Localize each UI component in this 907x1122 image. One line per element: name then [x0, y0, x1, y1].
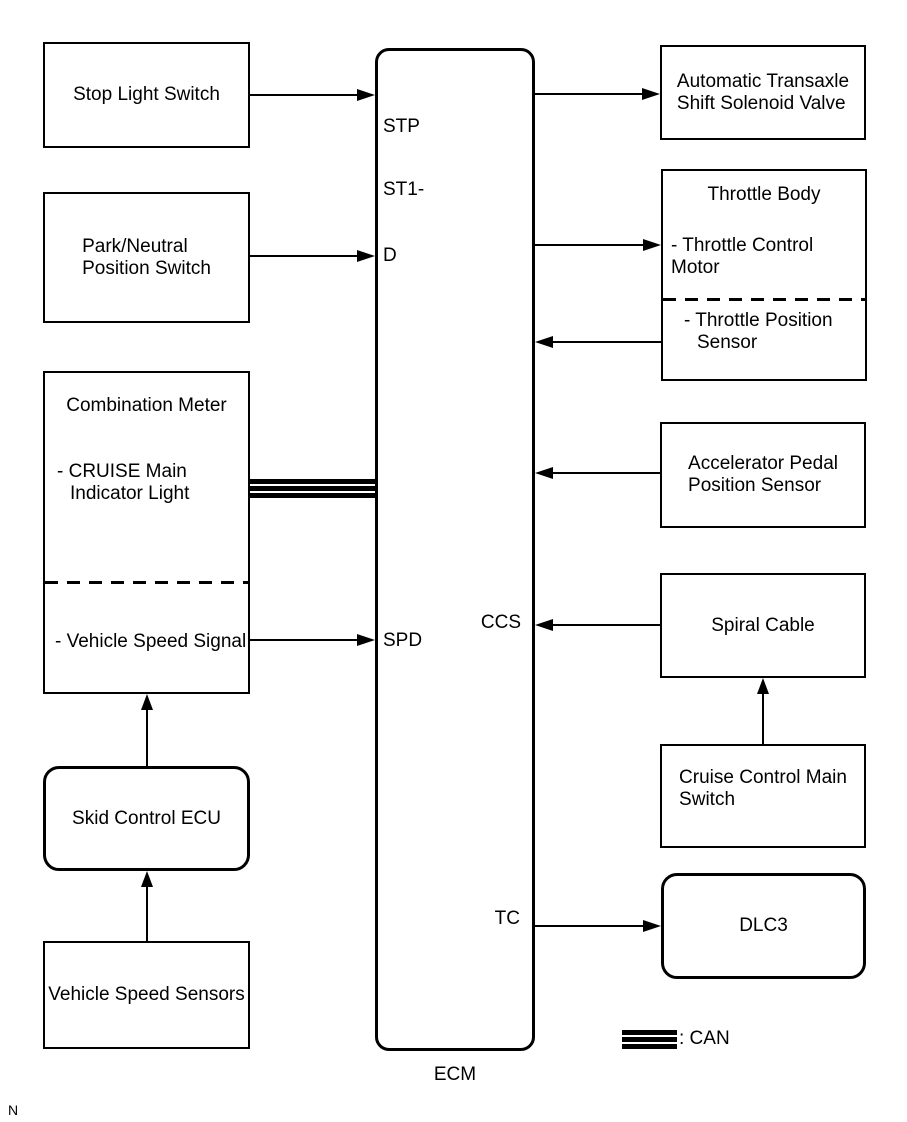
- spiral-cable-label: Spiral Cable: [711, 614, 815, 636]
- cruise-control-main-switch-label: Cruise Control Main Switch: [679, 767, 847, 810]
- arrow-accelerator-to-ecm-line: [550, 472, 660, 474]
- arrow-park-neutral-to-ecm-head: [357, 250, 375, 262]
- arrow-speed-signal-to-ecm-head: [357, 634, 375, 646]
- stop-light-switch-box: [43, 42, 250, 148]
- throttle-body-title: Throttle Body: [707, 184, 821, 205]
- dlc3-label: DLC3: [739, 915, 788, 936]
- arrow-ecm-to-transaxle-line: [535, 93, 645, 95]
- throttle-body-divider: [663, 298, 865, 301]
- arrow-spiral-cable-to-ecm-line: [550, 624, 660, 626]
- arrow-main-switch-to-spiral-line: [762, 692, 764, 744]
- automatic-transaxle-label: Automatic Transaxle Shift Solenoid Valve: [676, 70, 850, 114]
- vehicle-speed-sensors-label: Vehicle Speed Sensors: [48, 984, 245, 1005]
- park-neutral-position-switch-label: Park/Neutral Position Switch: [82, 235, 211, 279]
- arrow-ecm-to-dlc3-head: [643, 920, 661, 932]
- arrow-ecm-to-dlc3-line: [535, 925, 645, 927]
- page-marker: N: [8, 1102, 19, 1118]
- stop-light-switch-label: Stop Light Switch: [73, 84, 220, 105]
- ecm-pin-stp-st1: STP ST1-: [383, 116, 425, 200]
- combination-meter-box: [43, 371, 250, 694]
- can-legend-label: : CAN: [679, 1028, 730, 1049]
- vehicle-speed-sensors-box: [43, 941, 250, 1049]
- arrow-stop-light-to-ecm-line: [250, 94, 360, 96]
- throttle-position-sensor-item: - Throttle Position Sensor: [684, 310, 833, 353]
- automatic-transaxle-shift-solenoid-valve-box: [660, 45, 866, 140]
- arrow-ecm-to-throttle-motor-line: [535, 244, 645, 246]
- ecm-pin-tc: TC: [494, 908, 520, 929]
- skid-control-ecu-box: [43, 766, 250, 871]
- arrow-skid-to-combination-meter-line: [146, 708, 148, 766]
- park-neutral-position-switch-box: [43, 192, 250, 323]
- accelerator-pedal-position-sensor-box: [660, 422, 866, 528]
- throttle-body-box: [661, 169, 867, 381]
- arrow-stop-light-to-ecm-head: [357, 89, 375, 101]
- vehicle-speed-signal-item: - Vehicle Speed Signal: [55, 631, 247, 652]
- dlc3-box: [661, 873, 866, 979]
- arrow-speed-sensors-to-skid-line: [146, 885, 148, 941]
- ecm-pin-spd: SPD: [383, 630, 423, 651]
- combination-meter-title: Combination Meter: [66, 395, 227, 416]
- arrow-speed-signal-to-ecm-line: [250, 639, 360, 641]
- can-bus-link: [250, 479, 375, 498]
- spiral-cable-box: [660, 573, 866, 678]
- accelerator-pedal-position-sensor-label: Accelerator Pedal Position Sensor: [688, 453, 838, 496]
- arrow-ecm-to-transaxle-head: [642, 88, 660, 100]
- arrow-ecm-to-throttle-motor-head: [643, 239, 661, 251]
- throttle-control-motor-item: - Throttle Control Motor: [671, 235, 814, 278]
- cruise-control-main-switch-box: [660, 744, 866, 848]
- skid-control-ecu-label: Skid Control ECU: [72, 807, 221, 829]
- ecm-caption: ECM: [433, 1064, 477, 1085]
- cruise-main-indicator-light-item: - CRUISE Main Indicator Light: [57, 461, 190, 504]
- can-legend-symbol: [622, 1030, 677, 1049]
- combination-meter-divider: [45, 581, 248, 584]
- ecm-pin-ccs: CCS: [480, 612, 521, 633]
- arrow-park-neutral-to-ecm-line: [250, 255, 360, 257]
- arrow-throttle-sensor-to-ecm-line: [550, 341, 661, 343]
- ecm-pin-d: D: [383, 245, 397, 266]
